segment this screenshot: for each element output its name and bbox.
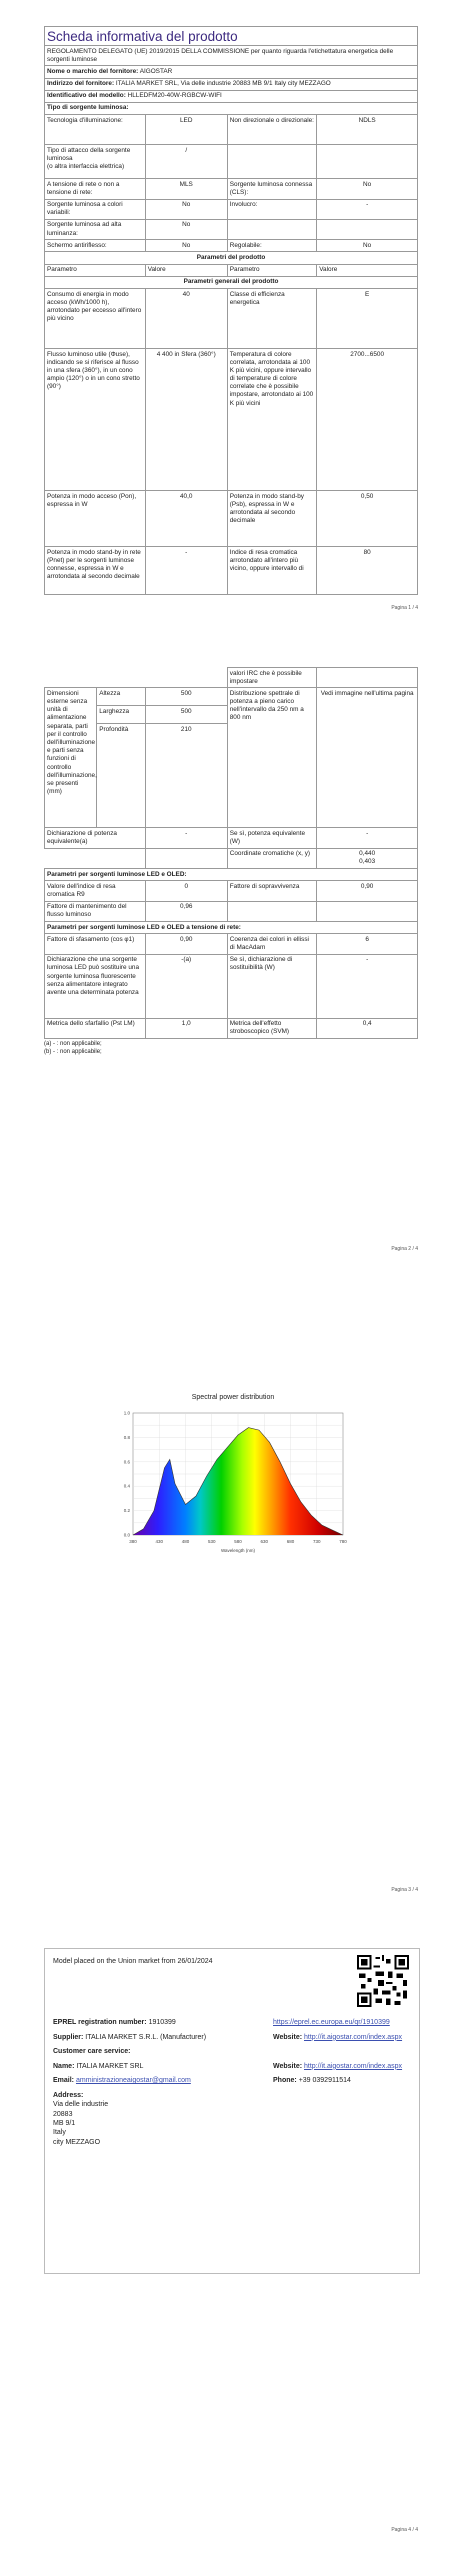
row-label: Dichiarazione che una sorgente luminosa LED può sostituire una sorgente luminosa fluorescente senza alimentatore integrato avente una determinata potenza <box>45 954 146 1018</box>
page-number: Pagina 4 / 4 <box>391 2527 418 2533</box>
table-row <box>45 828 418 848</box>
website-link[interactable]: http://it.aigostar.com/index.aspx <box>304 2033 403 2041</box>
eprel-link[interactable]: https://eprel.ec.europa.eu/qr/1910399 <box>273 2019 390 2027</box>
supplier-address: ITALIA MARKET SRL, Via delle industrie 20883 MB 9/1 Italy city MEZZAGO <box>115 80 331 88</box>
row-label: Tipo di attacco della sorgente luminosa (o altra interfaccia elettrica) <box>45 145 146 179</box>
supplier-address-label: Indirizzo del fornitore: <box>47 80 115 88</box>
phone-label: Phone: <box>273 2077 297 2085</box>
row-label: Metrica dell'effetto stroboscopico (SVM) <box>227 1018 317 1038</box>
led-header: Parametri per sorgenti luminose LED e OLED: <box>45 869 418 881</box>
table-row <box>45 547 418 595</box>
row-value: - <box>317 954 418 1018</box>
col-value: Valore <box>317 264 418 276</box>
x-tick-label: 680 <box>286 1539 295 1544</box>
row-value: MLS <box>145 179 227 199</box>
phone-value: +39 0392911514 <box>298 2077 351 2085</box>
row-label: A tensione di rete o non a tensione di rete: <box>45 179 146 199</box>
chroma-label: Coordinate cromatiche (x, y) <box>227 848 317 868</box>
row-value: - <box>145 547 227 595</box>
row-value: 80 <box>317 547 418 595</box>
chart-title: Spectral power distribution <box>191 1394 275 1401</box>
page-number: Pagina 1 / 4 <box>391 605 418 611</box>
email-label: Email: <box>53 2077 75 2085</box>
dim-value: 210 <box>145 724 227 828</box>
row-value: 0,96 <box>145 901 227 921</box>
row-label: Regolabile: <box>227 240 317 252</box>
dim-name: Profondità <box>97 724 145 828</box>
x-axis-label: Wavelength (nm) <box>220 1548 256 1553</box>
website2-link[interactable]: http://it.aigostar.com/index.aspx <box>304 2062 403 2070</box>
mains-header: Parametri per sorgenti luminose LED e OLED a tensione di rete: <box>45 922 418 934</box>
table-row <box>45 115 418 145</box>
row-label <box>227 901 317 921</box>
website2-label: Website: <box>273 2062 303 2070</box>
row-label: Non direzionale o direzionale: <box>227 115 317 145</box>
eprel-row <box>53 2018 411 2027</box>
table-row <box>45 934 418 954</box>
row-label <box>227 145 317 179</box>
supplier-row <box>53 2033 411 2042</box>
row-label: Involucro: <box>227 199 317 219</box>
row-value <box>317 145 418 179</box>
row-value: 0,90 <box>145 934 227 954</box>
row-label: Fattore di mantenimento del flusso luminoso <box>45 901 146 921</box>
address-line: MB 9/1 <box>53 2119 76 2127</box>
blank-cell <box>317 668 418 688</box>
row-label: Indice di resa cromatica arrotondato all'intero più vicino, oppure intervallo di <box>227 547 317 595</box>
row-value: E <box>317 289 418 349</box>
eprel-label: EPREL registration number: <box>53 2019 147 2027</box>
x-tick-label: 530 <box>207 1539 216 1544</box>
x-tick-label: 480 <box>181 1539 190 1544</box>
name-value: ITALIA MARKET SRL <box>76 2062 144 2070</box>
row-value: No <box>145 240 227 252</box>
equiv-right-label: Se sì, potenza equivalente (W) <box>227 828 317 848</box>
blank-cell <box>45 668 228 688</box>
y-tick-label: 0.8 <box>123 1434 130 1440</box>
address-label: Address: <box>53 2091 84 2099</box>
blank-cell <box>45 848 146 868</box>
page-2 <box>44 667 418 1055</box>
supplier-name-label: Nome o marchio del fornitore: <box>47 67 139 75</box>
row-label: Sorgente luminosa ad alta luminanza: <box>45 219 146 239</box>
cont-text: valori IRC che è possibile impostare <box>227 668 317 688</box>
row-value: NDLS <box>317 115 418 145</box>
table-row <box>45 1018 418 1038</box>
x-tick-label: 380 <box>129 1539 137 1544</box>
spectral-chart-svg <box>93 1385 363 1575</box>
row-value: 0,4 <box>317 1018 418 1038</box>
row-label: Fattore di sfasamento (cos φ1) <box>45 934 146 954</box>
address-line: city MEZZAGO <box>53 2138 101 2146</box>
row-label: Consumo di energia in modo acceso (kWh/1000 h), arrotondato per eccesso all'intero più vicino <box>45 289 146 349</box>
row-label: Flusso luminoso utile (Φuse), indicando se si riferisce al flusso in una sfera (360°), in un cono ampio (120°) o in un cono stretto (90°) <box>45 349 146 491</box>
placed-on-market: Model placed on the Union market from 26/01/2024 <box>53 1958 213 1965</box>
table-row <box>45 219 418 239</box>
equiv-value: - <box>145 828 227 848</box>
table-row <box>45 901 418 921</box>
qr-code-icon <box>357 1955 409 2007</box>
row-label: Fattore di sopravvivenza <box>227 881 317 901</box>
footnote: (a) - : non applicabile; <box>44 1041 102 1047</box>
dims-label: Dimensioni esterne senza unità di alimentazione separata, parti per il controllo dell'illuminazione e parti senza funzioni di controllo dell'illuminazione, se presenti (mm) <box>45 688 97 828</box>
page-title: Scheda informativa del prodotto <box>44 26 418 45</box>
supplier-label: Supplier: <box>53 2033 84 2041</box>
row-label: Sorgente luminosa connessa (CLS): <box>227 179 317 199</box>
table-row <box>45 145 418 179</box>
table-row <box>45 240 418 252</box>
row-value: 6 <box>317 934 418 954</box>
table-row <box>45 491 418 547</box>
name-label: Name: <box>53 2062 75 2070</box>
blank-cell <box>145 848 227 868</box>
eprel-value: 1910399 <box>148 2019 176 2027</box>
row-value: 1,0 <box>145 1018 227 1038</box>
row-value <box>317 901 418 921</box>
general-header: Parametri generali del prodotto <box>45 276 418 288</box>
regulation-text: REGOLAMENTO DELEGATO (UE) 2019/2015 DELLA COMMISSIONE per quanto riguarda l'etichettatura energetica delle sorgenti luminose <box>45 46 418 66</box>
row-value <box>317 219 418 239</box>
care-row <box>53 2047 411 2056</box>
equiv-label: Dichiarazione di potenza equivalente(a) <box>45 828 146 848</box>
row-label: Metrica dello sfarfallio (Pst LM) <box>45 1018 146 1038</box>
table-row <box>45 199 418 219</box>
customer-care-label: Customer care service: <box>53 2048 131 2056</box>
row-value: 0 <box>145 881 227 901</box>
row-label: Classe di efficienza energetica <box>227 289 317 349</box>
y-tick-label: 0.4 <box>123 1483 130 1489</box>
row-value: 0,90 <box>317 881 418 901</box>
table-row <box>45 349 418 491</box>
name-row <box>53 2062 411 2071</box>
table-row <box>45 688 418 706</box>
model-id: HLLEDFM20-40W-RGBCW-WIFI <box>127 92 222 100</box>
address-line: Via delle industrie <box>53 2101 109 2109</box>
table-row <box>45 848 418 868</box>
row-value: No <box>317 240 418 252</box>
row-label: Temperatura di colore correlata, arrotondata ai 100 K più vicini, oppure intervallo di temperature di colore correlate che è possibile impostare, arrotondato ai 100 K più vicini <box>227 349 317 491</box>
page-number: Pagina 2 / 4 <box>391 1246 418 1252</box>
row-value: -(a) <box>145 954 227 1018</box>
row-label: Se sì, dichiarazione di sostituibilità (W) <box>227 954 317 1018</box>
row-value: 0,50 <box>317 491 418 547</box>
row-label: Tecnologia d'illuminazione: <box>45 115 146 145</box>
table-row <box>45 179 418 199</box>
row-label <box>227 219 317 239</box>
row-value: No <box>145 199 227 219</box>
table-row <box>45 881 418 901</box>
row-label: Potenza in modo stand-by (Psb), espressa in W e arrotondata al secondo decimale <box>227 491 317 547</box>
spectral-label: Distribuzione spettrale di potenza a pieno carico nell'intervallo da 250 nm a 800 nm <box>227 688 317 828</box>
row-value: - <box>317 199 418 219</box>
address-line: 20883 <box>53 2110 73 2118</box>
row-value: 2700...6500 <box>317 349 418 491</box>
row-value: LED <box>145 115 227 145</box>
row-value: No <box>145 219 227 239</box>
email-row <box>53 2076 411 2085</box>
col-param: Parametro <box>227 264 317 276</box>
chroma-value: 0,440 0,403 <box>317 848 418 868</box>
x-tick-label: 430 <box>155 1539 164 1544</box>
row-value: No <box>317 179 418 199</box>
row-value: / <box>145 145 227 179</box>
y-tick-label: 0.2 <box>123 1508 130 1514</box>
supplier-value: ITALIA MARKET S.R.L. (Manufacturer) <box>85 2033 207 2041</box>
row-label: Potenza in modo stand-by in rete (Pnet) per le sorgenti luminose connesse, espressa in W e arrotondata al secondo decimale <box>45 547 146 595</box>
product-info-table <box>44 45 418 595</box>
page-1 <box>44 26 418 595</box>
dim-name: Larghezza <box>97 706 145 724</box>
col-param: Parametro <box>45 264 146 276</box>
x-tick-label: 780 <box>339 1539 347 1544</box>
table-row <box>45 289 418 349</box>
equiv-right-value: - <box>317 828 418 848</box>
website-label: Website: <box>273 2033 303 2041</box>
params-header: Parametri del prodotto <box>45 252 418 264</box>
row-label: Potenza in modo acceso (Pon), espressa in W <box>45 491 146 547</box>
dim-value: 500 <box>145 706 227 724</box>
row-label: Coerenza dei colori in ellissi di MacAdam <box>227 934 317 954</box>
address-line: Italy <box>53 2129 66 2137</box>
dim-name: Altezza <box>97 688 145 706</box>
page-4 <box>44 1948 420 2274</box>
y-tick-label: 0.6 <box>123 1459 130 1465</box>
row-value: 4 400 in Sfera (360°) <box>145 349 227 491</box>
row-value: 40,0 <box>145 491 227 547</box>
row-value: 40 <box>145 289 227 349</box>
product-info-table-cont <box>44 667 418 1039</box>
email-link[interactable]: amministrazioneaigostar@gmail.com <box>75 2077 191 2085</box>
supplier-name: AIGOSTAR <box>139 67 173 75</box>
spectral-chart <box>93 1385 363 1575</box>
x-tick-label: 630 <box>260 1539 269 1544</box>
x-tick-label: 730 <box>312 1539 321 1544</box>
y-tick-label: 1.0 <box>123 1410 130 1416</box>
table-row <box>45 954 418 1018</box>
type-label: Tipo di sorgente luminosa: <box>45 102 418 114</box>
page-number: Pagina 3 / 4 <box>391 1887 418 1893</box>
spectral-value: Vedi immagine nell'ultima pagina <box>317 688 418 828</box>
model-label: Identificativo del modello: <box>47 92 126 100</box>
x-tick-label: 580 <box>234 1539 242 1544</box>
y-tick-label: 0.0 <box>123 1532 130 1538</box>
footnote: (b) - : non applicabile; <box>44 1049 102 1055</box>
row-label: Schermo antiriflesso: <box>45 240 146 252</box>
row-label: Sorgente luminosa a colori variabili: <box>45 199 146 219</box>
row-label: Valore dell'indice di resa cromatica R9 <box>45 881 146 901</box>
col-value: Valore <box>145 264 227 276</box>
dim-value: 500 <box>145 688 227 706</box>
